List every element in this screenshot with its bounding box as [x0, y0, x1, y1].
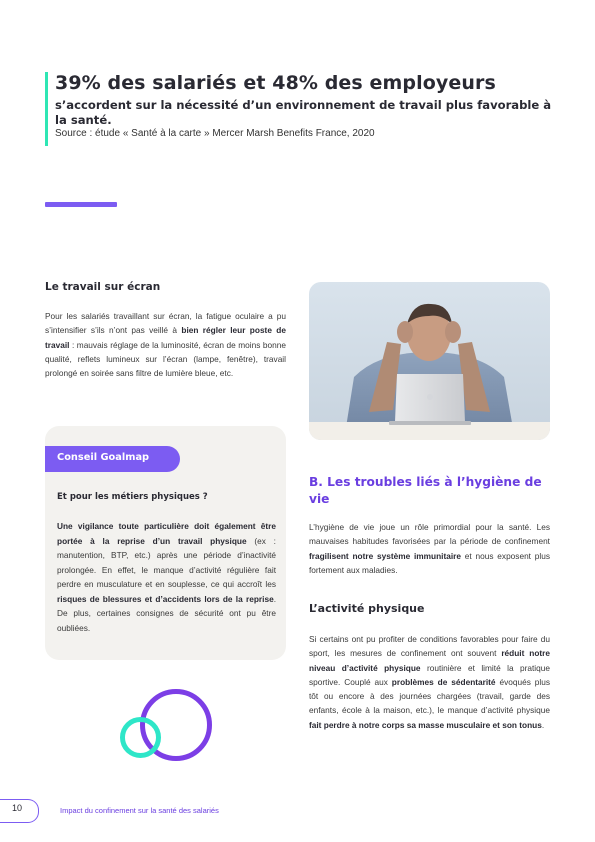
page-number: 10	[11, 803, 22, 813]
page-subtitle: s’accordent sur la nécessité d’un environnement de travail plus favorable à la santé.	[55, 98, 552, 127]
screen-work-paragraph: Pour les salariés travaillant sur écran, la fatigue oculaire a pu s’intensifier s’ils n’ont pas veillé à bien régler leur poste de travail : mauvais réglage de la luminosité, écran de moins bonne qualité, reflets lumineux sur l’écran (lampe, fenêtre), travail prolongé en soirée sans filtre de lumière bleue, etc.	[45, 311, 286, 379]
tip-tag-label: Conseil Goalmap	[57, 452, 150, 463]
source-note: Source : étude « Santé à la carte » Mercer Marsh Benefits France, 2020	[55, 128, 375, 139]
tip-question: Et pour les métiers physiques ?	[57, 492, 208, 502]
tip-paragraph: Une vigilance toute particulière doit également être portée à la reprise d’un travail physique (ex : manutention, BTP, etc.) après une période d’inactivité prolongée. En effet, le manque d’activité régulière fait perdre en musculature et en souplesse, ce qui accroît les risques de blessures et d’accidents lors de la reprise. De plus, certaines consignes de sécurité ont pu être oubliées.	[57, 521, 276, 633]
man-at-laptop-photo	[309, 282, 550, 440]
activity-paragraph: Si certains ont pu profiter de conditions favorables pour faire du sport, les mesures de confinement ont souvent réduit notre niveau d’activité physique routinière et limité la pratique sportive. Couplé aux problèmes de sédentarité évoqués plus tôt ou encore à des journées chargées (travail, garde des enfants, école à la maison, etc.), le manque d’activité physique fait perdre à notre corps sa masse musculaire et son tonus.	[309, 634, 550, 730]
activity-heading: L’activité physique	[309, 602, 425, 615]
hygiene-paragraph: L’hygiène de vie joue un rôle primordial pour la santé. Les mauvaises habitudes favorisées par la période de confinement fragilisent notre système immunitaire et nous exposent plus fortement aux maladies.	[309, 522, 550, 575]
page-title: 39% des salariés et 48% des employeurs	[55, 72, 496, 94]
footer-text: Impact du confinement sur la santé des salariés	[60, 806, 219, 815]
hygiene-heading: B. Les troubles liés à l’hygiène de vie	[309, 475, 542, 506]
screen-work-heading: Le travail sur écran	[45, 281, 161, 293]
section-divider	[45, 202, 117, 207]
teal-ring-decoration	[120, 717, 161, 758]
header-accent-bar	[45, 72, 48, 146]
